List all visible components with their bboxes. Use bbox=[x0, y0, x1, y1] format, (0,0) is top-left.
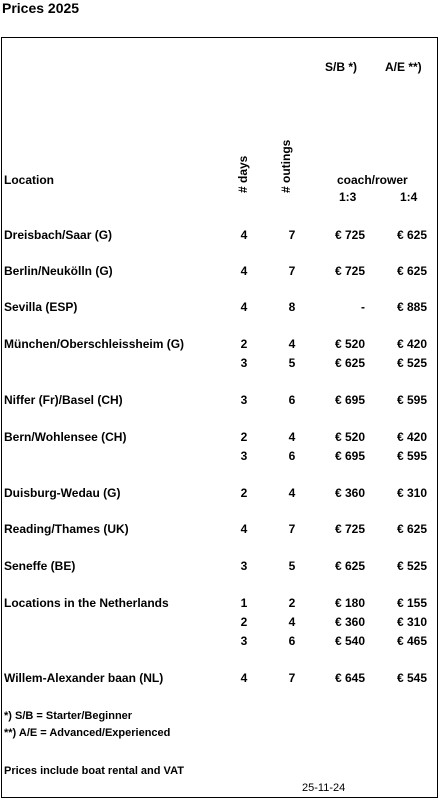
cell-price-ae: € 885 bbox=[396, 300, 427, 314]
cell-days: 4 bbox=[240, 264, 248, 278]
row-location: München/Oberschleissheim (G) bbox=[4, 337, 185, 351]
cell-days: 4 bbox=[240, 671, 248, 685]
row-location: Niffer (Fr)/Basel (CH) bbox=[4, 393, 123, 407]
cell-outings: 4 bbox=[288, 486, 296, 500]
header-outings: # outings bbox=[279, 139, 293, 193]
cell-outings: 7 bbox=[288, 522, 296, 536]
cell-price-sb: € 520 bbox=[334, 430, 365, 444]
row-location: Willem-Alexander baan (NL) bbox=[4, 671, 164, 685]
cell-days: 2 bbox=[240, 337, 248, 351]
cell-days: 3 bbox=[240, 559, 248, 573]
row-location: Seneffe (BE) bbox=[4, 559, 76, 573]
footnote-date: 25-11-24 bbox=[302, 782, 346, 794]
cell-outings: 7 bbox=[288, 228, 296, 242]
header-coach-rower: coach/rower bbox=[337, 173, 408, 187]
cell-days: 2 bbox=[240, 486, 248, 500]
cell-outings: 6 bbox=[288, 393, 296, 407]
cell-price-sb: € 695 bbox=[334, 393, 365, 407]
cell-days: 3 bbox=[240, 393, 248, 407]
cell-price-sb: € 540 bbox=[334, 634, 365, 648]
cell-price-sb: € 725 bbox=[334, 264, 365, 278]
cell-price-ae: € 155 bbox=[396, 596, 427, 610]
cell-outings: 4 bbox=[288, 615, 296, 629]
cell-price-ae: € 310 bbox=[396, 486, 427, 500]
footnote-sb: *) S/B = Starter/Beginner bbox=[4, 710, 133, 722]
cell-price-sb: € 645 bbox=[334, 671, 365, 685]
cell-price-ae: € 625 bbox=[396, 228, 427, 242]
cell-price-ae: € 625 bbox=[396, 264, 427, 278]
header-days: # days bbox=[236, 155, 250, 193]
cell-outings: 5 bbox=[288, 559, 296, 573]
cell-price-sb: € 695 bbox=[334, 449, 365, 463]
cell-price-sb: € 725 bbox=[334, 228, 365, 242]
footnote-ae: **) A/E = Advanced/Experienced bbox=[4, 727, 171, 739]
cell-days: 4 bbox=[240, 228, 248, 242]
cell-days: 4 bbox=[240, 300, 248, 314]
cell-outings: 4 bbox=[288, 430, 296, 444]
cell-outings: 7 bbox=[288, 264, 296, 278]
cell-outings: 4 bbox=[288, 337, 296, 351]
row-location: Berlin/Neukölln (G) bbox=[4, 264, 113, 278]
cell-days: 3 bbox=[240, 449, 248, 463]
cell-days: 3 bbox=[240, 356, 248, 370]
footnote-vat: Prices include boat rental and VAT bbox=[4, 765, 184, 777]
cell-price-sb: € 180 bbox=[334, 596, 365, 610]
row-location: Bern/Wohlensee (CH) bbox=[4, 430, 127, 444]
cell-outings: 2 bbox=[288, 596, 296, 610]
cell-price-ae: € 420 bbox=[396, 430, 427, 444]
header-ae: A/E **) bbox=[385, 60, 422, 74]
header-ratio-sb: 1:3 bbox=[339, 190, 357, 204]
cell-price-ae: € 465 bbox=[396, 634, 427, 648]
cell-price-ae: € 420 bbox=[396, 337, 427, 351]
row-location: Sevilla (ESP) bbox=[4, 300, 78, 314]
cell-outings: 6 bbox=[288, 449, 296, 463]
page-title: Prices 2025 bbox=[2, 0, 80, 16]
row-location: Locations in the Netherlands bbox=[4, 596, 169, 610]
cell-outings: 7 bbox=[288, 671, 296, 685]
cell-price-ae: € 595 bbox=[396, 449, 427, 463]
cell-price-ae: € 595 bbox=[396, 393, 427, 407]
header-sb: S/B *) bbox=[325, 60, 358, 74]
row-location: Reading/Thames (UK) bbox=[4, 522, 129, 536]
cell-price-sb: € 520 bbox=[334, 337, 365, 351]
cell-price-ae: € 525 bbox=[396, 559, 427, 573]
cell-price-sb: € 625 bbox=[334, 356, 365, 370]
cell-days: 3 bbox=[240, 634, 248, 648]
header-location: Location bbox=[4, 173, 54, 187]
cell-price-ae: € 625 bbox=[396, 522, 427, 536]
cell-days: 2 bbox=[240, 615, 248, 629]
cell-days: 1 bbox=[240, 596, 248, 610]
cell-price-sb: € 625 bbox=[334, 559, 365, 573]
cell-outings: 5 bbox=[288, 356, 296, 370]
cell-price-sb: € 725 bbox=[334, 522, 365, 536]
cell-days: 4 bbox=[240, 522, 248, 536]
cell-price-ae: € 310 bbox=[396, 615, 427, 629]
cell-price-sb: € 360 bbox=[334, 486, 365, 500]
header-ratio-ae: 1:4 bbox=[400, 190, 418, 204]
cell-outings: 8 bbox=[288, 300, 296, 314]
row-location: Dreisbach/Saar (G) bbox=[4, 228, 113, 242]
row-location: Duisburg-Wedau (G) bbox=[4, 486, 121, 500]
cell-price-ae: € 525 bbox=[396, 356, 427, 370]
cell-outings: 6 bbox=[288, 634, 296, 648]
cell-price-ae: € 545 bbox=[396, 671, 427, 685]
cell-price-sb: € 360 bbox=[334, 615, 365, 629]
cell-days: 2 bbox=[240, 430, 248, 444]
cell-price-sb: - bbox=[361, 300, 365, 314]
